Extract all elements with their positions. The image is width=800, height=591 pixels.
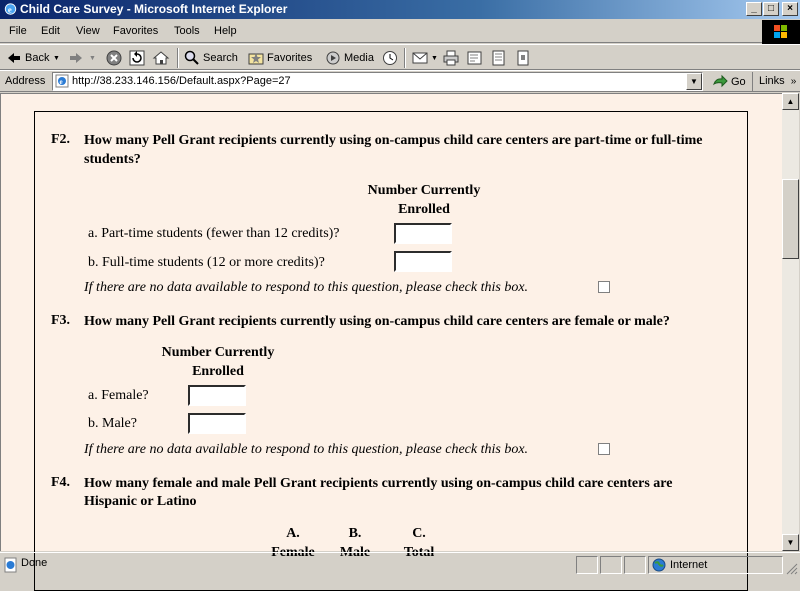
back-arrow-icon — [6, 50, 22, 66]
window-titlebar — [0, 0, 800, 19]
column-label: Female — [271, 545, 315, 560]
menu-help[interactable]: Help — [214, 25, 237, 37]
chevron-down-icon: ▼ — [431, 54, 438, 62]
no-data-note-f3: If there are no data available to respond to this question, please check this box. — [84, 442, 529, 457]
links-toolbar[interactable] — [752, 72, 800, 92]
status-pane-main — [2, 556, 572, 574]
media-icon — [325, 50, 341, 66]
row-label-male: b. Male? — [88, 416, 137, 431]
zone-pane — [648, 556, 783, 574]
windows-flag-icon — [774, 25, 788, 39]
mail-icon — [412, 50, 428, 66]
globe-icon — [652, 558, 666, 572]
no-data-checkbox-f2[interactable] — [598, 281, 610, 293]
status-pane — [600, 556, 622, 574]
column-label: Male — [339, 545, 371, 560]
go-label: Go — [731, 76, 746, 88]
edit-button[interactable] — [467, 49, 486, 67]
address-bar — [0, 70, 800, 92]
menu-file[interactable]: File — [9, 25, 27, 37]
female-count-input[interactable] — [188, 385, 246, 406]
favorites-star-icon — [248, 50, 264, 66]
menu-view[interactable]: View — [76, 25, 100, 37]
full-time-count-input[interactable] — [394, 251, 452, 272]
arrow-up-icon: ▲ — [786, 97, 795, 106]
arrow-down-icon: ▼ — [786, 538, 795, 547]
menu-bar — [0, 19, 800, 43]
media-label: Media — [344, 52, 374, 64]
row-label-female: a. Female? — [88, 388, 149, 403]
address-dropdown-button[interactable] — [686, 73, 702, 90]
column-header-line: Number Currently — [367, 183, 481, 198]
question-text-f2: How many Pell Grant recipients currently using on-campus child care centers are part-time or full-time students? — [84, 133, 703, 167]
history-clock-icon — [382, 50, 398, 66]
forward-button[interactable] — [68, 49, 87, 67]
question-text-f4-line1: How many female and male Pell Grant recipients currently using on-campus child care centers are — [84, 476, 673, 491]
scroll-thumb[interactable] — [782, 179, 799, 259]
toolbar-separator — [177, 48, 179, 68]
question-text-f4-line2: Hispanic or Latino — [84, 494, 197, 509]
search-button[interactable] — [184, 49, 238, 67]
discuss-icon — [491, 50, 507, 66]
stop-button[interactable] — [106, 49, 125, 67]
refresh-button[interactable] — [129, 49, 148, 67]
refresh-icon — [129, 50, 145, 66]
row-label-part-time: a. Part-time students (fewer than 12 credits)? — [88, 226, 340, 241]
column-letter: A. — [286, 526, 300, 541]
search-label: Search — [203, 52, 238, 64]
address-url: http://38.233.146.156/Default.aspx?Page=27 — [72, 75, 291, 87]
window-title: Child Care Survey - Microsoft Internet Explorer — [20, 2, 288, 16]
status-bar — [0, 552, 800, 576]
close-button[interactable]: × — [782, 2, 798, 16]
search-icon — [184, 50, 200, 66]
column-header-f2 — [344, 181, 504, 219]
column-header-line: Number Currently — [161, 345, 275, 360]
question-number-f4: F4. — [51, 475, 71, 490]
scroll-up-button[interactable] — [782, 93, 799, 110]
favorites-label: Favorites — [267, 52, 313, 64]
zone-label: Internet — [670, 559, 708, 571]
chevron-down-icon: ▼ — [89, 54, 96, 62]
status-text: Done — [21, 557, 48, 569]
minimize-button[interactable]: _ — [746, 2, 762, 16]
status-pane — [624, 556, 646, 574]
menu-tools[interactable]: Tools — [174, 25, 200, 37]
column-label: Total — [403, 545, 435, 560]
printer-icon — [443, 50, 459, 66]
resize-grip-icon[interactable] — [786, 563, 798, 575]
scroll-down-button[interactable] — [782, 534, 799, 551]
row-label-full-time: b. Full-time students (12 or more credits)? — [88, 255, 325, 270]
mail-button[interactable] — [412, 49, 438, 67]
part-time-count-input[interactable] — [394, 223, 452, 244]
status-pane — [576, 556, 598, 574]
maximize-button[interactable]: □ — [763, 2, 779, 16]
column-header-f3 — [138, 343, 298, 381]
chevron-right-icon: » — [790, 76, 797, 87]
menu-edit[interactable]: Edit — [41, 25, 60, 37]
home-icon — [153, 50, 169, 66]
go-arrow-icon — [712, 74, 728, 90]
page-icon — [55, 74, 69, 88]
svg-text:e: e — [7, 4, 12, 15]
question-number-f3: F3. — [51, 313, 71, 328]
messenger-button[interactable] — [515, 49, 534, 67]
question-number-f2: F2. — [51, 132, 71, 147]
no-data-checkbox-f3[interactable] — [598, 443, 610, 455]
chevron-down-icon: ▼ — [53, 54, 60, 62]
links-label: Links — [759, 75, 785, 87]
chevron-down-icon: ▼ — [690, 77, 698, 86]
favorites-button[interactable] — [248, 49, 312, 67]
toolbar-separator — [404, 48, 406, 68]
back-button[interactable] — [6, 49, 49, 67]
back-dropdown[interactable] — [53, 49, 60, 67]
print-button[interactable] — [443, 49, 462, 67]
address-input[interactable] — [52, 72, 703, 91]
edit-page-icon — [467, 50, 483, 66]
vertical-scrollbar[interactable] — [782, 93, 799, 551]
forward-dropdown[interactable] — [89, 49, 96, 67]
go-button[interactable] — [712, 73, 746, 91]
page-content — [0, 93, 782, 560]
media-button[interactable] — [325, 49, 374, 67]
menu-favorites[interactable]: Favorites — [113, 25, 159, 37]
question-text-f3: How many Pell Grant recipients currently using on-campus child care centers are female or male? — [84, 314, 670, 329]
stop-icon — [106, 50, 122, 66]
column-letter: B. — [348, 526, 362, 541]
column-header-line: Enrolled — [192, 364, 244, 379]
home-button[interactable] — [153, 49, 172, 67]
no-data-note-f2: If there are no data available to respond to this question, please check this box. — [84, 280, 529, 295]
svg-text:e: e — [59, 78, 63, 86]
column-header-line: Enrolled — [398, 202, 450, 217]
male-count-input[interactable] — [188, 413, 246, 434]
windows-logo-throbber — [762, 20, 800, 44]
address-label: Address — [5, 75, 46, 87]
column-letter: C. — [412, 526, 426, 541]
standard-toolbar — [0, 44, 800, 70]
ie-app-icon — [3, 2, 18, 16]
history-button[interactable] — [382, 49, 401, 67]
back-label: Back — [25, 52, 50, 64]
forward-arrow-icon — [68, 50, 84, 66]
discuss-button[interactable] — [491, 49, 510, 67]
messenger-icon — [515, 50, 531, 66]
